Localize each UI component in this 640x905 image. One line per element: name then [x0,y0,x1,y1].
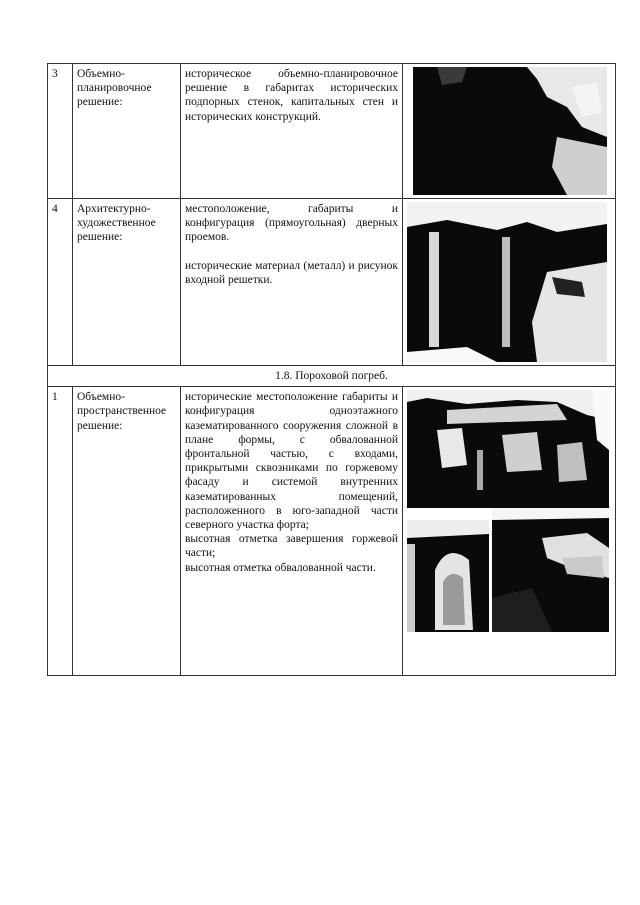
table-row [48,64,616,199]
row-description [181,199,403,366]
row-number: 3 [48,64,73,199]
photo-cell [403,64,616,199]
description-text: высотная отметка завершения горжевой части; [185,533,398,560]
row-name: Объемно-планировочное решение: [73,64,181,199]
row-name: Архитектурно-художественное решение: [73,199,181,366]
row-number: 4 [48,199,73,366]
description-text: исторические материал (металл) и рисунок входной решетки. [185,259,398,286]
row-description [181,387,403,676]
description-text: высотная отметка обвалованной части. [185,561,376,574]
row-name: Объемно-пространственное решение: [73,387,181,676]
row-description [181,64,403,199]
photo-doorway-grille [407,202,607,362]
description-text: историческое объемно-планировочное решение в габаритах исторических подпорных стенок, капитальных стен и исторических конструкций. [185,68,398,123]
row-number: 1 [48,387,73,676]
photo-entrance-arch [407,520,489,632]
photo-cell [403,387,616,676]
section-title: 1.8. Пороховой погреб. [48,366,616,387]
photo-interior-casemate [492,508,609,632]
photo-retaining-walls [407,67,607,195]
photo-cell [403,199,616,366]
section-row [48,366,616,387]
photo-powder-magazine-facade [407,390,609,508]
description-text: исторические местоположение габариты и конфигурация одноэтажного казематированного сооружения сложной в плане формы, с обвалованной фронтальной частью, с входами, прикрытыми сквозниками по горжевому фасаду и системой внутренних казематированных помещений, расположенного в юго-западной части северного участка форта; [185,391,398,532]
description-text: местоположение, габариты и конфигурация (прямоугольная) дверных проемов. [185,203,398,244]
table-row [48,199,616,366]
table-row [48,387,616,676]
protected-elements-table [47,63,616,676]
